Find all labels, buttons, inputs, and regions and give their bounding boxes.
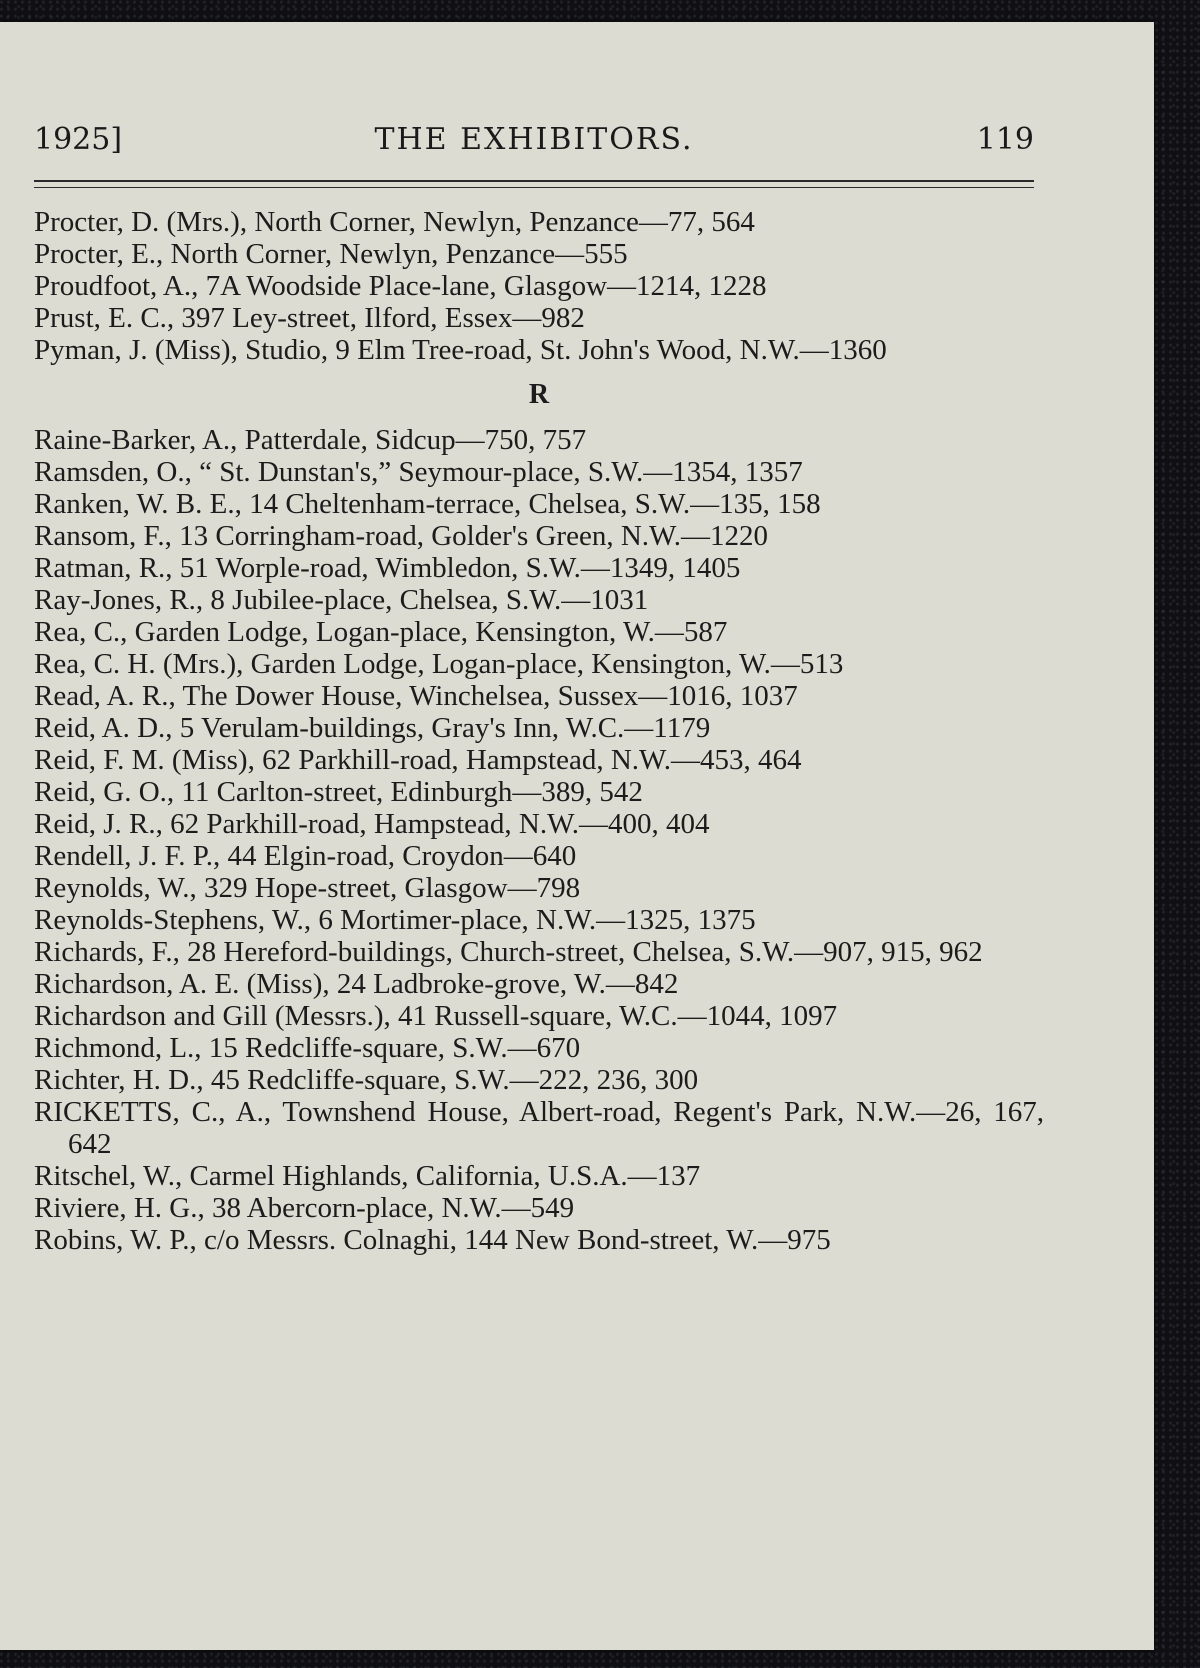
list-item: Reynolds-Stephens, W., 6 Mortimer-place, N.W.—1325, 1375 — [34, 904, 756, 936]
list-item: Reynolds, W., 329 Hope-street, Glasgow—798 — [34, 872, 581, 904]
list-item: Reid, F. M. (Miss), 62 Parkhill-road, Hampstead, N.W.—453, 464 — [34, 744, 802, 776]
list-item: Ramsden, O., “ St. Dunstan's,” Seymour-place, S.W.—1354, 1357 — [34, 456, 803, 488]
list-item: RICKETTS, C., A., Townshend House, Albert-road, Regent's Park, N.W.—26, 167, 642 — [34, 1096, 1044, 1160]
list-item: Proudfoot, A., 7A Woodside Place-lane, Glasgow—1214, 1228 — [34, 270, 767, 302]
list-item: Rea, C. H. (Mrs.), Garden Lodge, Logan-place, Kensington, W.—513 — [34, 648, 844, 680]
exhibitor-list — [34, 206, 1044, 1256]
list-item: Ransom, F., 13 Corringham-road, Golder's Green, N.W.—1220 — [34, 520, 768, 552]
list-item: Prust, E. C., 397 Ley-street, Ilford, Essex—982 — [34, 302, 585, 334]
list-item: Richter, H. D., 45 Redcliffe-square, S.W.—222, 236, 300 — [34, 1064, 699, 1096]
header-rule-thin — [34, 187, 1034, 188]
list-item: Read, A. R., The Dower House, Winchelsea, Sussex—1016, 1037 — [34, 680, 798, 712]
page-title: THE EXHIBITORS. — [374, 122, 694, 157]
list-item: Procter, E., North Corner, Newlyn, Penzance—555 — [34, 238, 628, 270]
list-item: Richardson, A. E. (Miss), 24 Ladbroke-grove, W.—842 — [34, 968, 679, 1000]
list-item: Ritschel, W., Carmel Highlands, California, U.S.A.—137 — [34, 1160, 701, 1192]
header-rule-thick — [34, 180, 1034, 182]
list-item: Reid, A. D., 5 Verulam-buildings, Gray's Inn, W.C.—1179 — [34, 712, 711, 744]
running-header — [34, 122, 1034, 166]
list-item: Ranken, W. B. E., 14 Cheltenham-terrace, Chelsea, S.W.—135, 158 — [34, 488, 821, 520]
list-item: Ratman, R., 51 Worple-road, Wimbledon, S.W.—1349, 1405 — [34, 552, 741, 584]
list-item: Raine-Barker, A., Patterdale, Sidcup—750, 757 — [34, 424, 587, 456]
list-item: Reid, J. R., 62 Parkhill-road, Hampstead, N.W.—400, 404 — [34, 808, 710, 840]
list-item: Ray-Jones, R., 8 Jubilee-place, Chelsea, S.W.—1031 — [34, 584, 649, 616]
list-item: Procter, D. (Mrs.), North Corner, Newlyn, Penzance—77, 564 — [34, 206, 755, 238]
list-item: Richmond, L., 15 Redcliffe-square, S.W.—670 — [34, 1032, 581, 1064]
header-year: 1925] — [34, 122, 123, 157]
list-item: Pyman, J. (Miss), Studio, 9 Elm Tree-road, St. John's Wood, N.W.—1360 — [34, 334, 887, 366]
list-item: Riviere, H. G., 38 Abercorn-place, N.W.—549 — [34, 1192, 575, 1224]
section-heading-r: R — [528, 379, 550, 410]
list-item: Rendell, J. F. P., 44 Elgin-road, Croydon—640 — [34, 840, 577, 872]
list-item: Robins, W. P., c/o Messrs. Colnaghi, 144 New Bond-street, W.—975 — [34, 1224, 831, 1256]
list-item: Reid, G. O., 11 Carlton-street, Edinburgh—389, 542 — [34, 776, 643, 808]
page-number: 119 — [976, 122, 1034, 157]
list-item: Rea, C., Garden Lodge, Logan-place, Kensington, W.—587 — [34, 616, 728, 648]
book-page — [0, 22, 1154, 1650]
list-item: Richardson and Gill (Messrs.), 41 Russell-square, W.C.—1044, 1097 — [34, 1000, 838, 1032]
list-item: Richards, F., 28 Hereford-buildings, Church-street, Chelsea, S.W.—907, 915, 962 — [34, 936, 983, 968]
